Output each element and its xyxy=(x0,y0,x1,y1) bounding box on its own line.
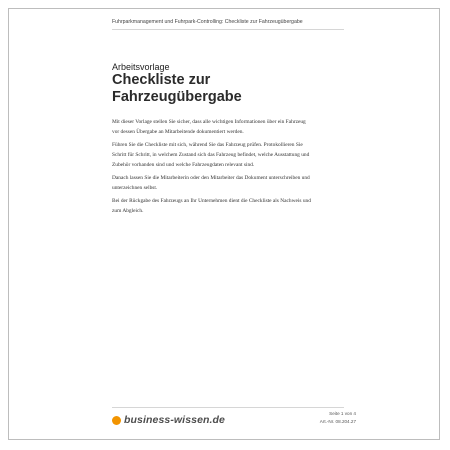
footer-divider xyxy=(112,407,344,408)
paragraph-procedure: Führen Sie die Checkliste mit sich, während Sie das Fahrzeug prüfen. Protokollieren Sie Schritt für Schritt, in welchem Zustand sich das Fahrzeug befindet, welche Ausstattung und Zubehör vorhanden sind und welche Fahrzeugdaten relevant sind. xyxy=(112,142,310,168)
paragraph-intro: Mit dieser Vorlage stellen Sie sicher, dass alle wichtigen Informationen über ein Fahrzeug vor dessen Übergabe an Mitarbeitende dokumentiert werden. xyxy=(112,119,306,135)
page-title: Checkliste zur Fahrzeugübergabe xyxy=(112,72,242,105)
brand-logo xyxy=(112,414,225,426)
document-kicker: Arbeitsvorlage xyxy=(112,62,170,72)
running-header: Fuhrparkmanagement und Fuhrpark-Controlling: Checkliste zur Fahrzeugübergabe xyxy=(112,19,303,25)
brand-dot-icon xyxy=(112,416,121,425)
article-number: Art.-Nr. 08.204.27 xyxy=(319,419,356,424)
brand-name: business-wissen.de xyxy=(124,414,226,426)
footer-meta xyxy=(320,410,356,426)
body-text xyxy=(112,117,312,219)
paragraph-return: Bei der Rückgabe des Fahrzeugs an Ihr Unternehmen dient die Checkliste als Nachweis und zum Abgleich. xyxy=(112,198,311,214)
header-divider xyxy=(112,29,344,30)
page-number: Seite 1 von 4 xyxy=(329,411,356,416)
paragraph-signature: Danach lassen Sie die Mitarbeiterin oder den Mitarbeiter das Dokument unterschreiben und unterzeichnen selbst. xyxy=(112,175,310,191)
